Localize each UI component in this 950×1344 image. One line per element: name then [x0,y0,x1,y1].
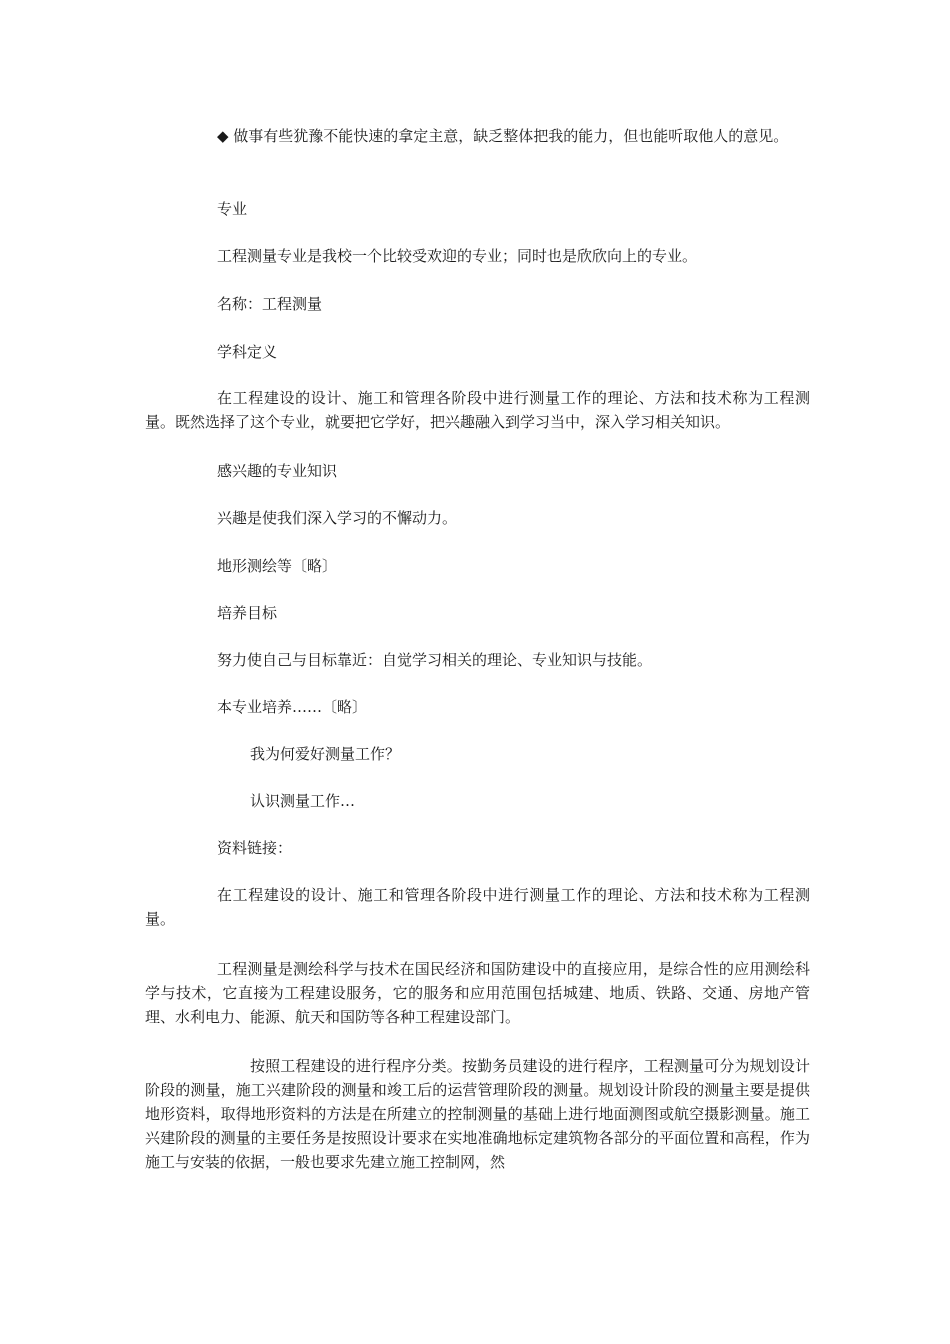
paragraph-topography: 地形测绘等〔略〕 [217,557,338,575]
paragraph-definition: 在工程建设的设计、施工和管理各阶段中进行测量工作的理论、方法和技术称为工程测量。既然选择了这个专业，就要把它学好，把兴趣融入到学习当中，深入学习相关知识。 [145,389,810,431]
paragraph-classification: 按照工程建设的进行程序分类。按勤务员建设的进行程序，工程测量可分为规划设计阶段的测量，施工兴建阶段的测量和竣工后的运营管理阶段的测量。规划设计阶段的测量主要是提供地形资料，取得地形资料的方法是在所建立的控制测量的基础上进行地面测图或航空摄影测量。施工兴建阶段的测量的主要任务是按照设计要求在实地准确地标定建筑物各部分的平面位置和高程，作为施工与安装的依据，一般也要求先建立施工控制网，然 [145,1057,810,1171]
paragraph-engineering-survey-scope: 工程测量是测绘科学与技术在国民经济和国防建设中的直接应用，是综合性的应用测绘科学与技术，它直接为工程建设服务，它的服务和应用范围包括城建、地质、铁路、交通、房地产管理、水利电力、能源、航天和国防等各种工程建设部门。 [145,960,810,1026]
paragraph-goal: 努力使自己与目标靠近：自觉学习相关的理论、专业知识与技能。 [217,651,653,669]
heading-goal: 培养目标 [217,604,278,622]
paragraph-major-name: 名称：工程测量 [217,295,323,313]
heading-reference-link: 资料链接： [217,839,293,857]
paragraph-why-survey: 我为何爱好测量工作？ [250,745,401,763]
paragraph-interest: 兴趣是使我们深入学习的不懈动力。 [217,509,458,527]
paragraph-training: 本专业培养……〔略〕 [217,698,368,716]
heading-interest: 感兴趣的专业知识 [217,462,338,480]
paragraph-know-survey: 认识测量工作… [250,792,356,810]
paragraph-personality-note: ◆ 做事有些犹豫不能快速的拿定主意，缺乏整体把我的能力，但也能听取他人的意见。 [217,127,789,145]
paragraph-major-intro: 工程测量专业是我校一个比较受欢迎的专业；同时也是欣欣向上的专业。 [217,247,698,265]
heading-major: 专业 [217,200,248,218]
paragraph-reference-definition: 在工程建设的设计、施工和管理各阶段中进行测量工作的理论、方法和技术称为工程测量。 [145,886,810,928]
heading-definition: 学科定义 [217,343,278,361]
